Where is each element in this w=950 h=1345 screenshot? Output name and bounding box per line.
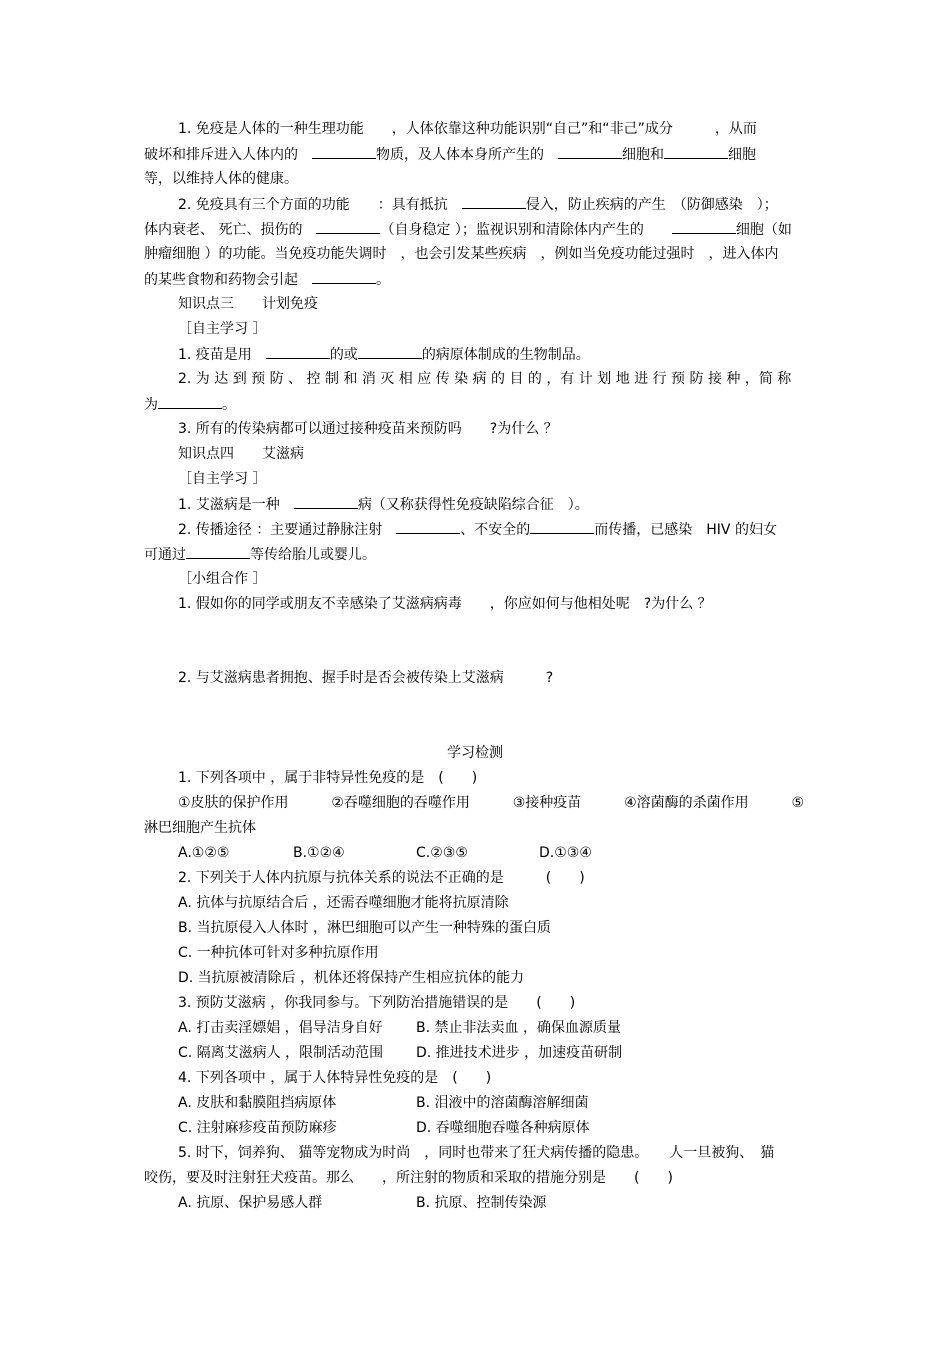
p2-line4 [144,269,390,290]
s4-g2: 2. 与艾滋病患者拥抱、握手时是否会被传染上艾滋病 ? [178,670,554,686]
fill-blank[interactable] [186,544,250,559]
text: 病（又称获得性免疫缺陷综合征 ）。 [357,497,589,513]
test-q4-opt-c[interactable]: C. 注射麻疹疫苗预防麻疹 [178,1120,337,1136]
test-q2-opt-c[interactable]: C. 一种抗体可针对多种抗原作用 [178,945,379,961]
section-title: 知识点四 艾滋病 [178,446,304,462]
fill-blank[interactable] [316,219,380,234]
s3-q1 [178,344,590,365]
text: 2. 免疫具有三个方面的功能 ：具有抵抗 [178,197,462,213]
option-item: ④溶菌酶的杀菌作用 [624,795,749,811]
test-q1-opt-c[interactable]: C.②③⑤ [416,845,468,861]
fill-blank[interactable] [396,519,460,534]
p1-line2 [144,144,756,165]
fill-blank[interactable] [266,344,330,359]
option-item: ③接种疫苗 [512,795,582,811]
text: 1. 艾滋病是一种 [178,497,294,513]
test-q4: 4. 下列各项中 ，属于人体特异性免疫的是 ( ) [178,1070,492,1086]
fill-blank[interactable] [664,144,728,159]
fill-blank[interactable] [158,394,222,409]
text: 等传给胎儿或婴儿。 [250,547,376,563]
test-q1-items-cont: 淋巴细胞产生抗体 [144,820,256,836]
text: 。 [222,397,236,413]
p1-line1: 1. 免疫是人体的一种生理功能 ，人体依靠这种功能识别“自己”和“非己”成分 ，从而 [178,121,757,137]
fill-blank[interactable] [462,194,526,209]
fill-blank[interactable] [312,144,376,159]
test-q4-opt-d[interactable]: D. 吞噬细胞吞噬各种病原体 [416,1120,590,1136]
test-q1: 1. 下列各项中 ，属于非特异性免疫的是 ( ) [178,770,478,786]
test-q2-opt-a[interactable]: A. 抗体与抗原结合后 ，还需吞噬细胞才能将抗原清除 [178,895,509,911]
text: 的某些食物和药物会引起 [144,272,312,288]
fill-blank[interactable] [312,269,376,284]
text: 为 [144,397,158,413]
s3-q2: 2. 为 达 到 预 防 、 控 制 和 消 灭 相 应 传 染 病 的 目 的 ，有 计 划 地 进 行 预 防 接 种 ，简 称 [178,371,792,387]
fill-blank[interactable] [294,494,358,509]
test-q5-opt-a[interactable]: A. 抗原、保护易感人群 [178,1195,323,1211]
text: 物质，及人体本身所产生的 [376,147,558,163]
test-q2-opt-d[interactable]: D. 当抗原被清除后 ，机体还将保持产生相应抗体的能力 [178,970,525,986]
test-title: 学习检测 [447,745,503,761]
fill-blank[interactable] [358,344,422,359]
test-q1-opt-a[interactable]: A.①②⑤ [178,845,230,861]
text: 而传播，已感染 HIV 的妇女 [594,522,777,538]
test-q5: 5. 时下，饲养狗、 猫等宠物成为时尚 ，同时也带来了狂犬病传播的隐患。 人一旦被狗、 猫 [178,1145,775,1161]
section-tag: ［自主学习 ］ [178,321,267,337]
p2-line1 [178,194,778,215]
option-item: ①皮肤的保护作用 [178,795,289,811]
p2-line2 [144,219,792,240]
text: 细胞 [728,147,756,163]
text: 2. 传播途径 ：主要通过静脉注射 [178,522,397,538]
test-q1-opt-b[interactable]: B.①②④ [293,845,345,861]
section-tag: ［自主学习 ］ [178,471,267,487]
text: 细胞和 [622,147,664,163]
fill-blank[interactable] [672,219,736,234]
s4-g1: 1. 假如你的同学或朋友不幸感染了艾滋病病毒 ，你应如何与他相处呢 ?为什么 ？ [178,596,712,612]
text: 。 [376,272,390,288]
text: 细胞（如 [735,222,792,238]
s3-q3: 3. 所有的传染病都可以通过接种疫苗来预防吗 ?为什么 ？ [178,421,558,437]
test-q2: 2. 下列关于人体内抗原与抗体关系的说法不正确的是 ( ) [178,870,585,886]
s4-q1 [178,494,589,515]
s4-q2 [178,519,777,540]
test-q3-opt-d[interactable]: D. 推进技术进步 ，加速疫苗研制 [416,1045,623,1061]
text: 、不安全的 [460,522,531,538]
text: 的或 [329,347,358,363]
fill-blank[interactable] [558,144,622,159]
test-q1-items [178,793,804,813]
text: 可通过 [144,547,186,563]
test-q4-opt-b[interactable]: B. 泪液中的溶菌酶溶解细菌 [416,1095,589,1111]
p2-line3: 肿瘤细胞 ）的功能。当免疫功能失调时 ，也会引发某些疾病 ，例如当免疫功能过强时 ，进入体内 [144,246,779,262]
text: （自身稳定 ）；监视识别和清除体内产生的 [380,222,672,238]
text: 体内衰老、 死亡、损伤的 [144,222,317,238]
s4-q2-cont [144,544,376,565]
test-q3-opt-a[interactable]: A. 打击卖淫嫖娼 ，倡导洁身自好 [178,1020,383,1036]
p1-line3: 等，以维持人体的健康。 [144,171,298,187]
test-q2-opt-b[interactable]: B. 当抗原侵入人体时 ，淋巴细胞可以产生一种特殊的蛋白质 [178,920,551,936]
test-q3: 3. 预防艾滋病 ，你我同参与。下列防治措施错误的是 ( ) [178,995,576,1011]
s3-q2-cont [144,394,236,415]
fill-blank[interactable] [530,519,594,534]
option-item: ②吞噬细胞的吞噬作用 [331,795,470,811]
test-q5-cont: 咬伤，要及时注射狂犬疫苗。那么 ，所注射的物质和采取的措施分别是 ( ) [144,1170,673,1186]
text: 破坏和排斥进入人体内的 [144,147,312,163]
test-q3-opt-b[interactable]: B. 禁止非法卖血 ，确保血源质量 [416,1020,621,1036]
text: 的病原体制成的生物制品。 [421,347,590,363]
option-item: ⑤ [791,795,804,811]
test-q3-opt-c[interactable]: C. 隔离艾滋病人 ，限制活动范围 [178,1045,384,1061]
test-q1-opt-d[interactable]: D.①③④ [539,845,592,861]
test-q5-opt-b[interactable]: B. 抗原、控制传染源 [416,1195,547,1211]
section-title: 知识点三 计划免疫 [178,296,318,312]
text: 侵入，防止疾病的产生 （防御感染 ）； [525,197,778,213]
text: 1. 疫苗是用 [178,347,266,363]
section-tag: ［小组合作 ］ [178,571,267,587]
test-q4-opt-a[interactable]: A. 皮肤和黏膜阻挡病原体 [178,1095,337,1111]
